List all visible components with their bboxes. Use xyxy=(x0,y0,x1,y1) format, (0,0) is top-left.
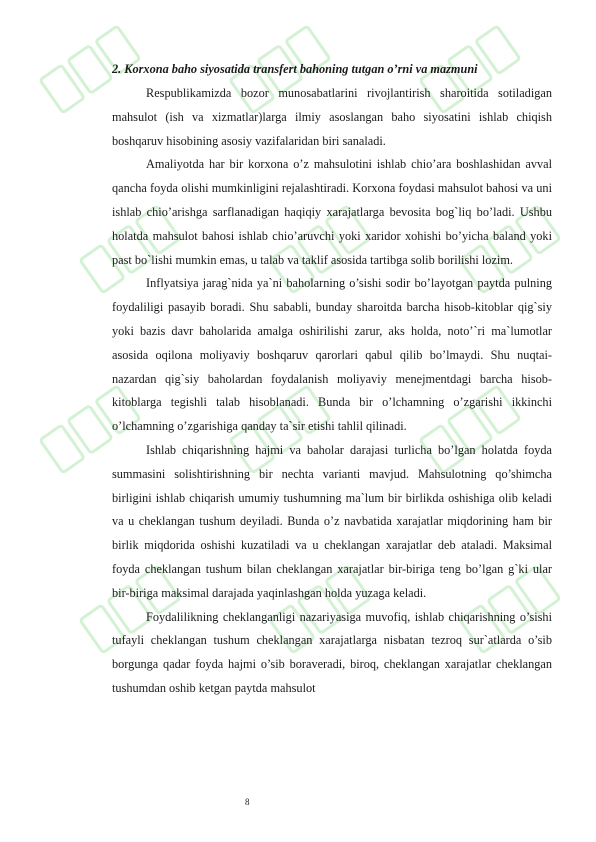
body-text xyxy=(112,82,552,701)
paragraph: Inflyatsiya jarag`nida ya`ni baholarning o’sishi sodir bo’layotgan paytda pulning foydaliligi pasayib boradi. Shu sababli, bunday sharoitda barcha hisob-kitoblar qig`siy yoki bazis davr baholarida amalga oshirilishi zarur, aks holda, noto’`ri ma`lumotlar asosida oqilona moliyaviy boshqaruv qarorlari qabul qilib bo’lmaydi. Shu nuqtai-nazardan qig`siy baholardan foydalanish moliyaviy menejmentdagi barcha hisob-kitoblarga tegishli talab hisoblanadi. Bunda bir o’lchamning o’zgarishi ikkinchi o’lchamning o’zgarishiga qanday ta`sir etishi tahlil qilinadi. xyxy=(112,276,552,434)
watermark-shape xyxy=(68,406,112,454)
watermark-shape xyxy=(40,65,84,113)
section-heading: 2. Korxona baho siyosatida transfert bahoning tutgan o’rni va mazmuni xyxy=(112,62,478,76)
watermark-shape xyxy=(68,46,112,94)
paragraph: Foydalilikning cheklanganligi nazariyasiga muvofiq, ishlab chiqarishning o’sishi tufayli cheklangan tushum cheklangan xarajatlarga nisbatan tezroq sur`atlarda o’sib borgunga qadar foyda hajmi o’sib boraveradi, biroq, cheklangan xarajatlar cheklangan tushumdan oshib ketgan paytda mahsulot xyxy=(112,609,552,695)
page-number: 8 xyxy=(245,797,250,807)
paragraph: Respublikamizda bozor munosabatlarini rivojlantirish sharoitida sotiladigan mahsulot (ish va xizmatlar)larga ilmiy asoslangan baho siyosatini ishlab chiqish boshqaruv hisobining asosiy vazifalaridan biri sanaladi. xyxy=(112,86,552,148)
paragraph: Amaliyotda har bir korxona o’z mahsulotini ishlab chio’ara boshlashidan avval qancha foyda olishi mumkinligini rejalashtiradi. Korxona foydasi mahsulot bahosi va uni ishlab chio’arishga sarflanadigan haqiqiy xarajatlarga bevosita bog`liq bo’ladi. Ushbu holatda mahsulot bahosi ishlab chio’aruvchi yoki xaridor xohishi bo’yicha baland yoki past bo`lishi mumkin emas, u talab va taklif asosida tartibga solib borilishi lozim. xyxy=(112,157,552,267)
paragraph: Ishlab chiqarishning hajmi va baholar darajasi turlicha bo’lgan holatda foyda summasini solishtirishning bir nechta varianti mavjud. Mahsulotning qo’shimcha birligini ishlab chiqarish umumiy tushumning ma`lum bir birlikda oshishiga olib keladi va u cheklangan tushum deyiladi. Bunda o’z navbatida xarajatlar miqdorining ham bir birlik miqdorida oshishi kuzatiladi va u cheklangan xarajatlar deb ataladi. Maksimal foyda cheklangan tushum bilan cheklangan xarajatlar bir-biriga teng bo’lgan g`ki ular bir-biriga maksimal darajada yaqinlashgan holda yuzaga keladi. xyxy=(112,442,552,600)
watermark-shape xyxy=(40,425,84,473)
